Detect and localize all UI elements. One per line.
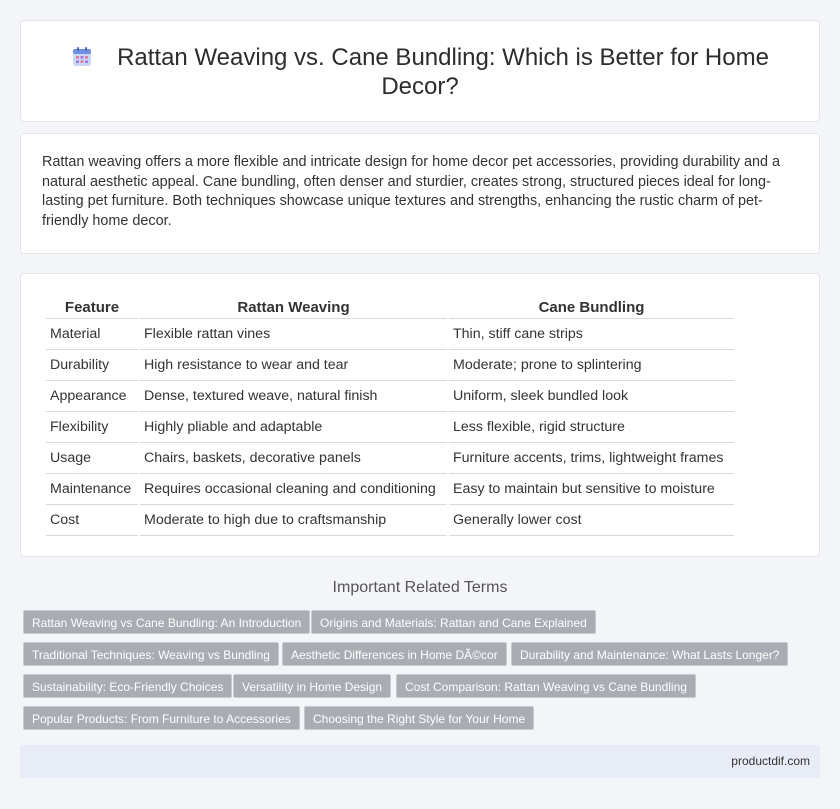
related-term-tag[interactable]: Sustainability: Eco-Friendly Choices bbox=[23, 674, 232, 698]
cell-rattan: Highly pliable and adaptable bbox=[140, 412, 447, 443]
related-term-tag[interactable]: Cost Comparison: Rattan Weaving vs Cane Bundling bbox=[396, 674, 696, 698]
title-text: Rattan Weaving vs. Cane Bundling: Which is Better for Home Decor? bbox=[117, 44, 769, 100]
cell-cane: Less flexible, rigid structure bbox=[449, 412, 734, 443]
cell-rattan: High resistance to wear and tear bbox=[140, 350, 447, 381]
cell-rattan: Flexible rattan vines bbox=[140, 319, 447, 350]
related-term-tag[interactable]: Durability and Maintenance: What Lasts Longer? bbox=[511, 642, 788, 666]
table-header-row bbox=[46, 295, 734, 319]
cell-cane: Thin, stiff cane strips bbox=[449, 319, 734, 350]
header-rattan-weaving: Rattan Weaving bbox=[140, 295, 447, 319]
table-row bbox=[46, 319, 734, 350]
comparison-table bbox=[44, 295, 736, 536]
cell-feature: Appearance bbox=[46, 381, 138, 412]
title-card bbox=[20, 20, 820, 122]
intro-paragraph: Rattan weaving offers a more flexible and intricate design for home decor pet accessories, providing durability and a natural aesthetic appeal. Cane bundling, often denser and sturdier, creates strong, structured pieces ideal for long-lasting pet furniture. Both techniques showcase unique textures and strengths, enhancing the rustic charm of pet-friendly home decor. bbox=[42, 154, 781, 229]
related-term-tag[interactable]: Popular Products: From Furniture to Accessories bbox=[23, 706, 300, 730]
cell-feature: Maintenance bbox=[46, 474, 138, 505]
cell-cane: Furniture accents, trims, lightweight frames bbox=[449, 443, 734, 474]
cell-feature: Flexibility bbox=[46, 412, 138, 443]
cell-rattan: Moderate to high due to craftsmanship bbox=[140, 505, 447, 536]
related-term-tag[interactable]: Traditional Techniques: Weaving vs Bundling bbox=[23, 642, 279, 666]
header-cane-bundling: Cane Bundling bbox=[449, 295, 734, 319]
related-terms-title: Important Related Terms bbox=[332, 579, 508, 596]
related-term-tag[interactable]: Origins and Materials: Rattan and Cane Explained bbox=[311, 610, 596, 634]
table-row bbox=[46, 505, 734, 536]
footer bbox=[20, 745, 820, 778]
table-row bbox=[46, 350, 734, 381]
cell-cane: Moderate; prone to splintering bbox=[449, 350, 734, 381]
table-row bbox=[46, 412, 734, 443]
cell-feature: Usage bbox=[46, 443, 138, 474]
related-term-tag[interactable]: Rattan Weaving vs Cane Bundling: An Introduction bbox=[23, 610, 310, 634]
related-term-tag[interactable]: Choosing the Right Style for Your Home bbox=[304, 706, 534, 730]
cell-feature: Durability bbox=[46, 350, 138, 381]
cell-feature: Cost bbox=[46, 505, 138, 536]
footer-site-link[interactable]: productdif.com bbox=[731, 754, 810, 768]
cell-rattan: Requires occasional cleaning and conditioning bbox=[140, 474, 447, 505]
related-term-tag[interactable]: Versatility in Home Design bbox=[233, 674, 391, 698]
cell-rattan: Dense, textured weave, natural finish bbox=[140, 381, 447, 412]
page-title bbox=[21, 43, 819, 101]
cell-feature: Material bbox=[46, 319, 138, 350]
table-row bbox=[46, 474, 734, 505]
table-row bbox=[46, 443, 734, 474]
cell-cane: Generally lower cost bbox=[449, 505, 734, 536]
table-row bbox=[46, 381, 734, 412]
cell-cane: Uniform, sleek bundled look bbox=[449, 381, 734, 412]
cell-cane: Easy to maintain but sensitive to moisture bbox=[449, 474, 734, 505]
comparison-card bbox=[20, 273, 820, 557]
calendar-icon bbox=[71, 46, 93, 68]
intro-card bbox=[20, 133, 820, 254]
cell-rattan: Chairs, baskets, decorative panels bbox=[140, 443, 447, 474]
header-feature: Feature bbox=[46, 295, 138, 319]
related-term-tag[interactable]: Aesthetic Differences in Home DÃ©cor bbox=[282, 642, 507, 666]
